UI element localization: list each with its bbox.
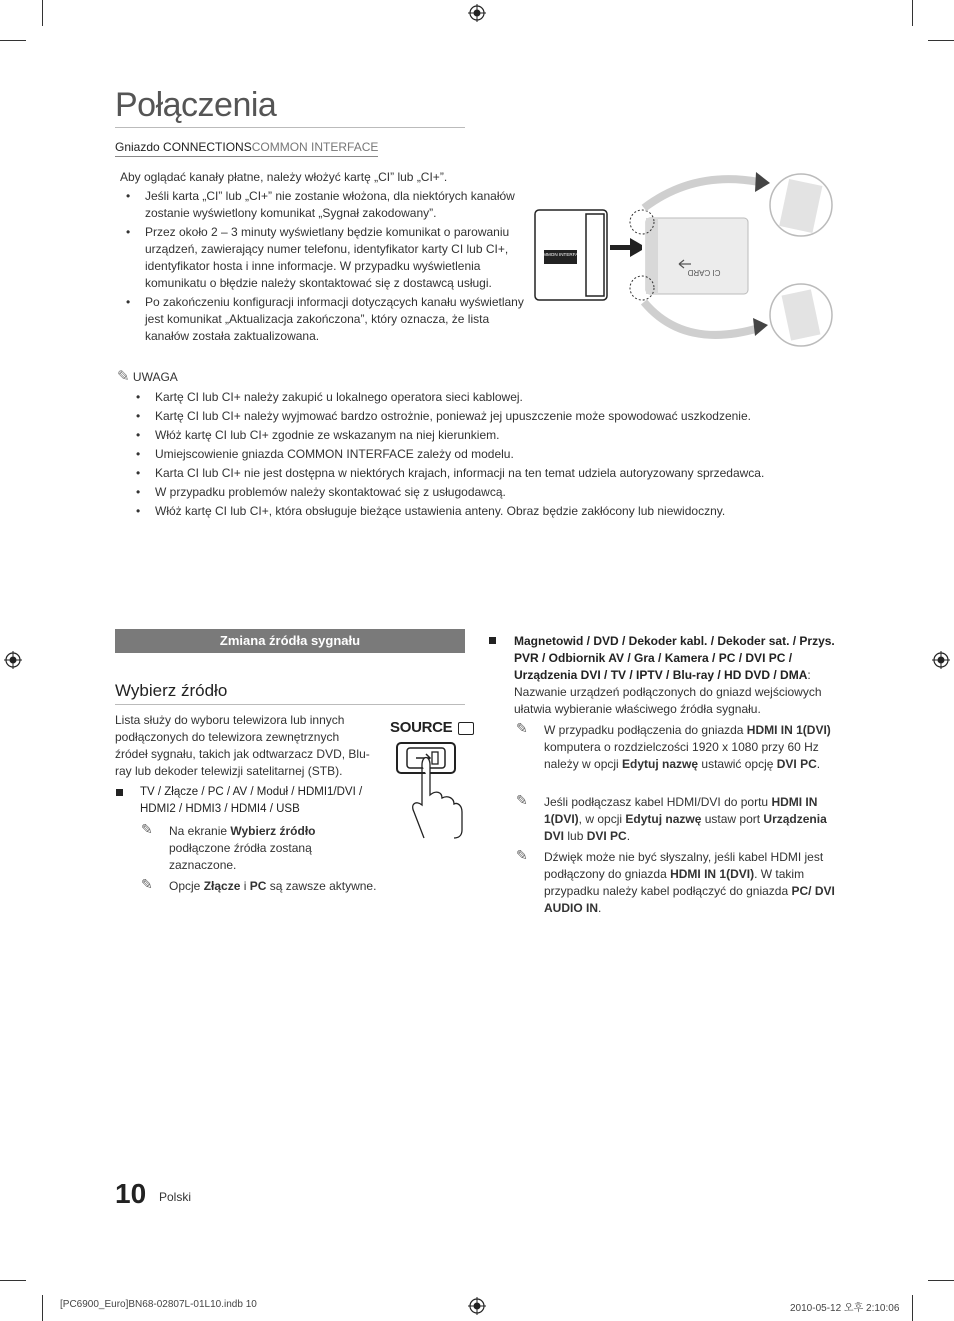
device-names: Magnetowid / DVD / Dekoder kabl. / Dekoder sat. / Przys. PVR / Odbiornik AV / Gra / Kamera / PC / DVI PC / Urządzenia DVI / TV / IPTV / Blu-ray / HD DVD / DMA bbox=[514, 634, 835, 682]
crop-mark bbox=[912, 1295, 913, 1321]
crop-mark bbox=[0, 1280, 26, 1281]
device-names-description: : Nazwanie urządzeń podłączonych do gniazd wejściowych ułatwia wybieranie właściwego źródła sygnału. bbox=[514, 668, 822, 716]
crop-mark bbox=[0, 40, 26, 41]
left-memo-1 bbox=[169, 823, 344, 874]
note-title: UWAGA bbox=[132, 370, 178, 384]
hand-press-icon bbox=[392, 740, 468, 840]
right-memo-3 bbox=[544, 849, 839, 917]
memo-bold: HDMI IN 1(DVI) bbox=[746, 723, 831, 737]
list-item: • W przypadku problemów należy skontaktować się z usługodawcą. bbox=[130, 484, 830, 501]
intro-text: Aby oglądać kanały płatne, należy włożyć kartę „CI” lub „CI+”. bbox=[120, 170, 448, 184]
memo-bold: HDMI IN 1(DVI) bbox=[544, 795, 818, 826]
print-footer-right: 2010-05-12 오후 2:10:06 bbox=[790, 1303, 900, 1314]
crop-mark bbox=[928, 40, 954, 41]
source-button-label bbox=[390, 719, 474, 736]
left-memo-2 bbox=[169, 878, 409, 895]
memo-icon: ✎ bbox=[516, 792, 528, 808]
memo-bold: Złącze bbox=[203, 879, 241, 893]
list-item: • Jeśli karta „CI” lub „CI+” nie zostanie włożona, dla niektórych kanałów zostanie wyświetlony komunikat „Sygnał zakodowany”. bbox=[120, 188, 530, 222]
memo-bold: PC/ DVI AUDIO IN bbox=[544, 884, 835, 915]
list-item: • Umiejscowienie gniazda COMMON INTERFACE zależy od modelu. bbox=[130, 446, 830, 463]
registration-mark-icon bbox=[468, 4, 486, 22]
memo-icon: ✎ bbox=[516, 847, 528, 863]
crop-mark bbox=[42, 1295, 43, 1321]
memo-text: i bbox=[240, 879, 250, 893]
ci-card-illustration bbox=[534, 170, 834, 350]
memo-bold: HDMI IN 1(DVI) bbox=[670, 867, 755, 881]
list-item: • Kartę CI lub CI+ należy zakupić u lokalnego operatora sieci kablowej. bbox=[130, 389, 830, 406]
print-footer-left: [PC6900_Euro]BN68-02807L-01L10.indb 10 bbox=[60, 1299, 257, 1310]
right-memo-1 bbox=[544, 722, 839, 773]
page-number: 10 bbox=[115, 1178, 147, 1209]
page-language: Polski bbox=[159, 1190, 192, 1204]
square-bullet-icon bbox=[489, 637, 496, 644]
memo-bold: Edytuj nazwę bbox=[622, 757, 699, 771]
memo-text: komputera o rozdzielczości 1920 x 1080 przy 60 Hz należy w opcji bbox=[544, 740, 819, 771]
memo-text: Opcje bbox=[169, 879, 204, 893]
list-item: • Karta CI lub CI+ nie jest dostępna w niektórych krajach, informacji na ten temat udziela autoryzowany sprzedawca. bbox=[130, 465, 830, 482]
source-icon bbox=[458, 722, 474, 735]
section-description: Lista służy do wyboru telewizora lub innych podłączonych do telewizora zewnętrznych źródeł sygnału, takich jak odtwarzacz DVD, Blu-ray lub dekoder telewizji satelitarnej (STB). bbox=[115, 713, 370, 778]
registration-mark-icon bbox=[932, 651, 950, 669]
memo-text: lub bbox=[564, 829, 587, 843]
memo-text: . bbox=[626, 829, 631, 843]
device-names-item bbox=[514, 633, 844, 718]
memo-icon: ✎ bbox=[117, 368, 130, 385]
memo-text: Jeśli podłączasz kabel HDMI/DVI do portu bbox=[544, 795, 772, 809]
memo-text: ustawić opcję bbox=[698, 757, 777, 771]
crop-mark bbox=[912, 0, 913, 26]
breadcrumb-sub: COMMON INTERFACE bbox=[251, 140, 379, 154]
memo-text: W przypadku podłączenia do gniazda bbox=[544, 723, 747, 737]
section-divider bbox=[115, 704, 465, 705]
title-divider bbox=[115, 127, 465, 128]
list-item: • Przez około 2 – 3 minuty wyświetlany będzie komunikat o parowaniu urządzeń, zawierający numer telefonu, identyfikator karty CI lub CI+, identyfikator hosta i inne informacje. W przypadku wyświetlenia komunikatu o błędzie należy skontaktować się z dostawcą usługi. bbox=[120, 224, 530, 292]
list-item: • Włóż kartę CI lub CI+ zgodnie ze wskazanym na niej kierunkiem. bbox=[130, 427, 830, 444]
section-bar: Zmiana źródła sygnału bbox=[115, 629, 465, 653]
registration-mark-icon bbox=[4, 651, 22, 669]
source-label-text: SOURCE bbox=[390, 719, 453, 736]
memo-text: podłączone źródła zostaną zaznaczone. bbox=[169, 841, 312, 872]
memo-text: . bbox=[598, 901, 602, 915]
list-item: • Po zakończeniu konfiguracji informacji dotyczących kanału wyświetlany jest komunikat „Aktualizacja zakończona”, który oznacza, że lista kanałów została zaktualizowana. bbox=[120, 294, 530, 345]
memo-text: . bbox=[816, 757, 821, 771]
memo-text: Na ekranie bbox=[169, 824, 231, 838]
memo-bold: Urządzenia DVI bbox=[544, 812, 827, 843]
memo-icon: ✎ bbox=[141, 821, 153, 837]
memo-text: . W takim przypadku należy kabel podłączyć do gniazda bbox=[544, 867, 805, 898]
right-memo-2 bbox=[544, 794, 839, 845]
memo-bold: Wybierz źródło bbox=[230, 824, 316, 838]
memo-text: Dźwięk może nie być słyszalny, jeśli kabel HDMI jest podłączony do gniazda bbox=[544, 850, 824, 881]
source-list: TV / Złącze / PC / AV / Moduł / HDMI1/DVI / HDMI2 / HDMI3 / HDMI4 / USB bbox=[140, 786, 363, 815]
list-item: • Włóż kartę CI lub CI+, która obsługuje bieżące ustawienia anteny. Obraz będzie zakłócony lub niewidoczny. bbox=[130, 503, 830, 520]
square-bullet-icon bbox=[116, 789, 123, 796]
memo-text: są zawsze aktywne. bbox=[266, 879, 377, 893]
memo-text: , w opcji bbox=[578, 812, 626, 826]
memo-bold: DVI PC bbox=[776, 757, 817, 771]
registration-mark-icon bbox=[468, 1297, 486, 1315]
crop-mark bbox=[928, 1280, 954, 1281]
memo-bold: PC bbox=[249, 879, 267, 893]
intro-list bbox=[120, 188, 530, 347]
breadcrumb bbox=[115, 140, 378, 157]
section-title: Wybierz źródło bbox=[115, 681, 228, 700]
memo-bold: DVI PC bbox=[586, 829, 627, 843]
port-label: COMMON INTERFACE bbox=[536, 252, 585, 257]
list-item: • Kartę CI lub CI+ należy wyjmować bardzo ostrożnie, ponieważ jej upuszczenie może spowodować uszkodzenie. bbox=[130, 408, 830, 425]
page-title: Połączenia bbox=[115, 86, 277, 124]
memo-icon: ✎ bbox=[141, 876, 153, 892]
note-header bbox=[117, 367, 178, 385]
notes-list bbox=[130, 389, 830, 522]
card-label: CI CARD bbox=[687, 268, 721, 277]
memo-bold: Edytuj nazwę bbox=[625, 812, 702, 826]
breadcrumb-main: Gniazdo CONNECTIONS bbox=[115, 140, 252, 154]
memo-text: ustaw port bbox=[701, 812, 764, 826]
crop-mark bbox=[42, 0, 43, 26]
memo-icon: ✎ bbox=[516, 720, 528, 736]
